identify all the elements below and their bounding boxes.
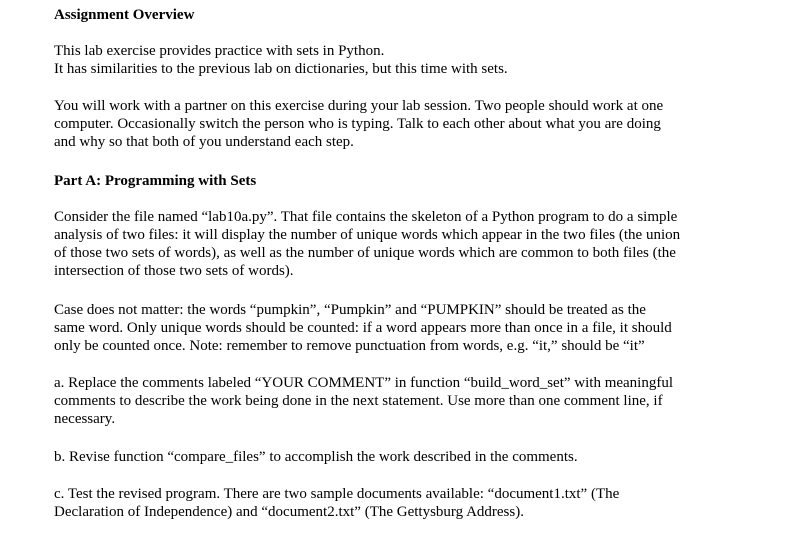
paragraph-overview	[54, 42, 754, 78]
step-c	[54, 485, 754, 521]
paragraph-line: a. Replace the comments labeled “YOUR COMMENT” in function “build_word_set” with meaningful	[54, 375, 674, 391]
heading-assignment-overview: Assignment Overview	[54, 7, 195, 23]
paragraph-line: Consider the file named “lab10a.py”. That file contains the skeleton of a Python program to do a simple	[54, 209, 678, 225]
step-b	[54, 448, 754, 466]
paragraph-line: It has similarities to the previous lab on dictionaries, but this time with sets.	[54, 61, 508, 77]
paragraph-line: necessary.	[54, 411, 116, 427]
heading-part-a: Part A: Programming with Sets	[54, 173, 257, 189]
paragraph-line: and why so that both of you understand each step.	[54, 134, 354, 150]
paragraph-line: computer. Occasionally switch the person who is typing. Talk to each other about what you are doing	[54, 116, 661, 132]
paragraph-consider	[54, 208, 754, 280]
paragraph-partner	[54, 97, 754, 151]
paragraph-line: only be counted once. Note: remember to remove punctuation from words, e.g. “it,” should be “it”	[54, 338, 645, 354]
paragraph-line: comments to describe the work being done in the next statement. Use more than one comment line, if	[54, 393, 663, 409]
paragraph-line: You will work with a partner on this exercise during your lab session. Two people should work at one	[54, 98, 664, 114]
step-a	[54, 374, 754, 428]
paragraph-line: intersection of those two sets of words).	[54, 263, 294, 279]
paragraph-line: c. Test the revised program. There are two sample documents available: “document1.txt” (The	[54, 486, 620, 502]
paragraph-line: Case does not matter: the words “pumpkin”, “Pumpkin” and “PUMPKIN” should be treated as the	[54, 302, 646, 318]
paragraph-line: same word. Only unique words should be counted: if a word appears more than once in a file, it should	[54, 320, 672, 336]
paragraph-case	[54, 301, 754, 355]
paragraph-line: of those two sets of words), as well as the number of unique words which are common to both files (the	[54, 245, 676, 261]
paragraph-line: Declaration of Independence) and “document2.txt” (The Gettysburg Address).	[54, 504, 524, 520]
paragraph-line: analysis of two files: it will display the number of unique words which appear in the two files (the union	[54, 227, 681, 243]
paragraph-line: b. Revise function “compare_files” to accomplish the work described in the comments.	[54, 449, 578, 465]
paragraph-line: This lab exercise provides practice with sets in Python.	[54, 43, 385, 59]
